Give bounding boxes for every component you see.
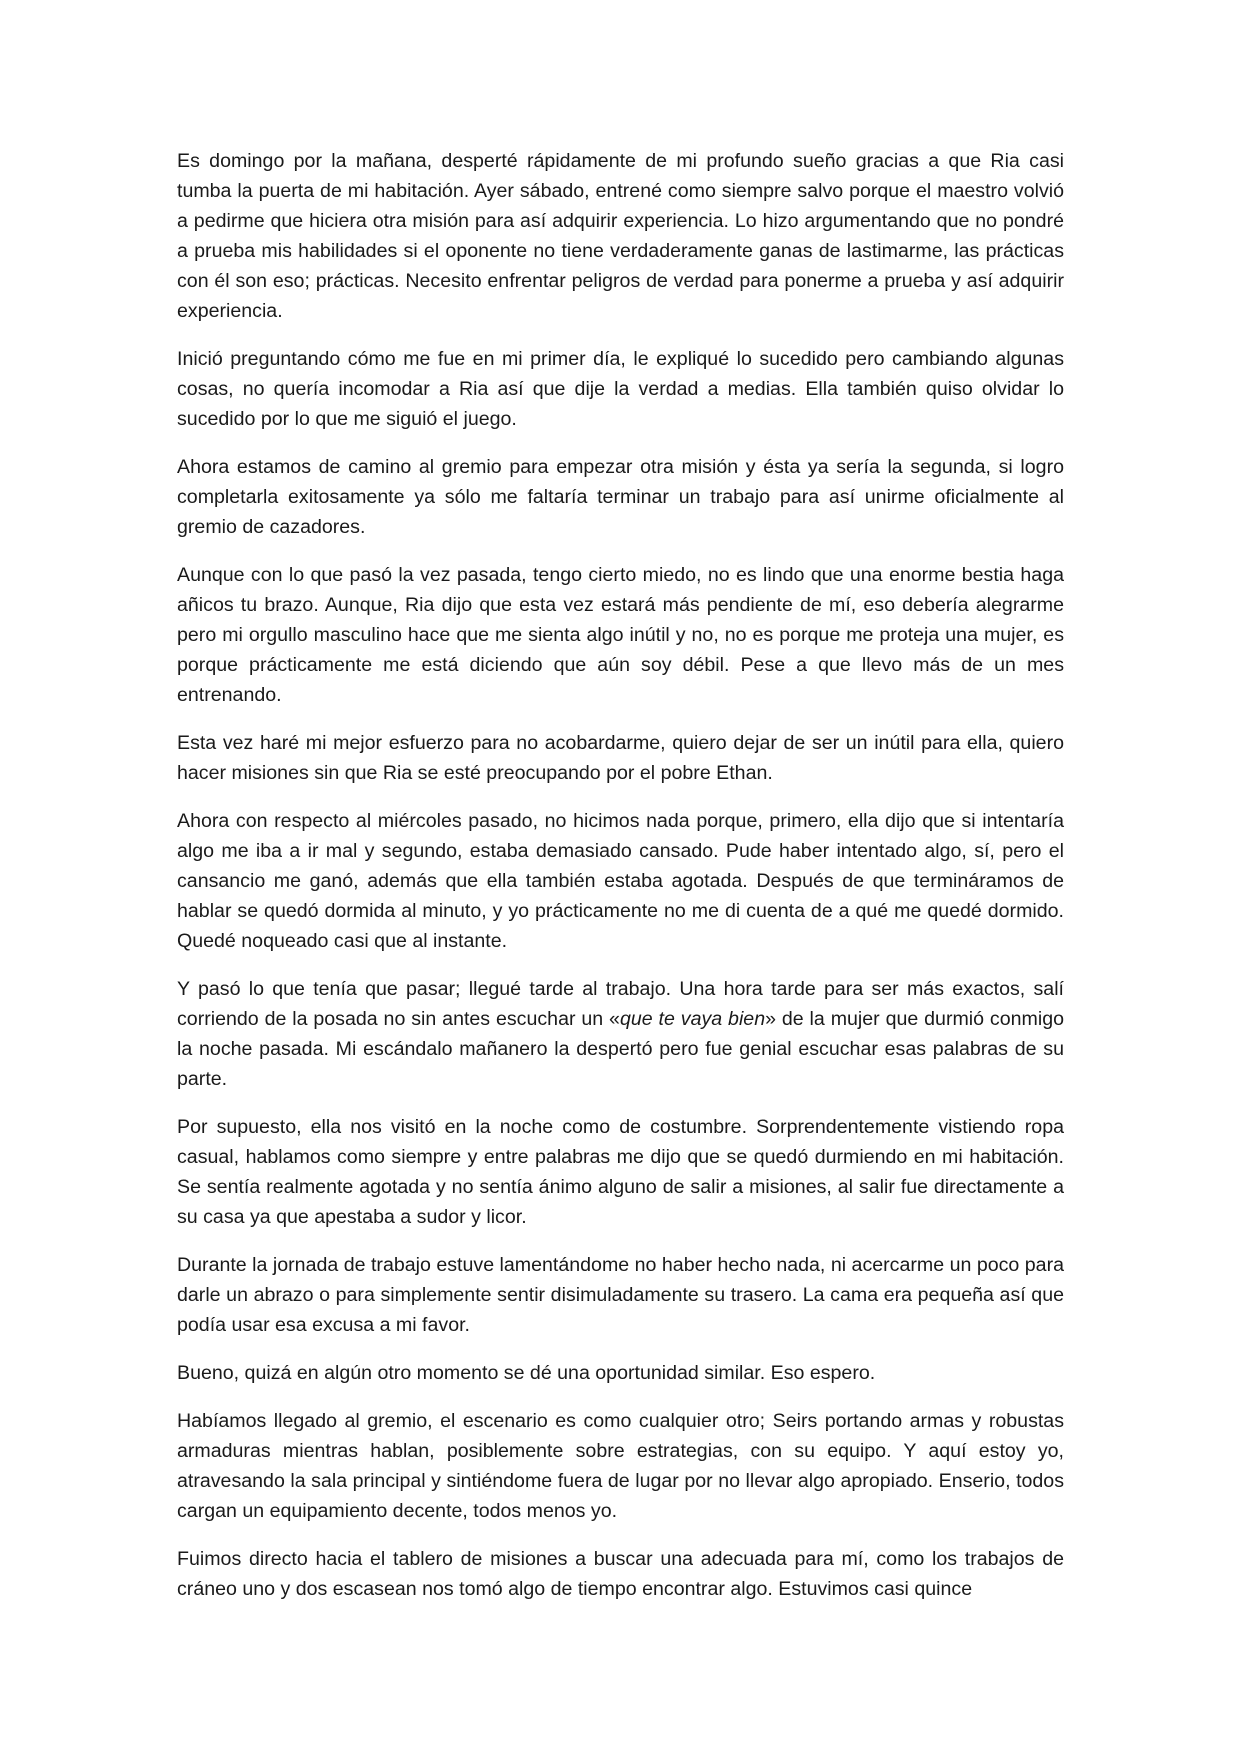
paragraph-12: Fuimos directo hacia el tablero de misiones a buscar una adecuada para mí, como los trabajos de cráneo uno y dos escasean nos tomó algo de tiempo encontrar algo. Estuvimos casi quince <box>177 1548 1064 1600</box>
paragraph-7-text-after: » de la mujer que durmió conmigo la noche pasada. Mi escándalo mañanero la despertó pero fue genial escuchar esas palabras de su parte. <box>177 1008 1064 1090</box>
paragraph-7-italic-quote: que te vaya bien <box>619 1008 766 1030</box>
paragraph-3: Ahora estamos de camino al gremio para empezar otra misión y ésta ya sería la segunda, si logro completarla exitosamente ya sólo me faltaría terminar un trabajo para así unirme oficialmente al gremio de cazadores. <box>177 456 1064 538</box>
paragraph-10: Bueno, quizá en algún otro momento se dé una oportunidad similar. Eso espero. <box>177 1362 876 1384</box>
document-page <box>177 146 1064 1622</box>
paragraph-8: Por supuesto, ella nos visitó en la noche como de costumbre. Sorprendentemente vistiendo ropa casual, hablamos como siempre y entre palabras me dijo que se quedó durmiendo en mi habitación. Se sentía realmente agotada y no sentía ánimo alguno de salir a misiones, al salir fue directamente a su casa ya que apestaba a sudor y licor. <box>177 1116 1064 1228</box>
paragraph-11: Habíamos llegado al gremio, el escenario es como cualquier otro; Seirs portando armas y robustas armaduras mientras hablan, posiblemente sobre estrategias, con su equipo. Y aquí estoy yo, atravesando la sala principal y sintiéndome fuera de lugar por no llevar algo apropiado. Enserio, todos cargan un equipamiento decente, todos menos yo. <box>177 1410 1064 1522</box>
paragraph-7-text-before: Y pasó lo que tenía que pasar; llegué tarde al trabajo. Una hora tarde para ser más exactos, salí corriendo de la posada no sin antes escuchar un « <box>177 978 1064 1030</box>
paragraph-2: Inició preguntando cómo me fue en mi primer día, le expliqué lo sucedido pero cambiando algunas cosas, no quería incomodar a Ria así que dije la verdad a medias. Ella también quiso olvidar lo sucedido por lo que me siguió el juego. <box>177 348 1064 430</box>
paragraph-1: Es domingo por la mañana, desperté rápidamente de mi profundo sueño gracias a que Ria casi tumba la puerta de mi habitación. Ayer sábado, entrené como siempre salvo porque el maestro volvió a pedirme que hiciera otra misión para así adquirir experiencia. Lo hizo argumentando que no pondré a prueba mis habilidades si el oponente no tiene verdaderamente ganas de lastimarme, las prácticas con él son eso; prácticas. Necesito enfrentar peligros de verdad para ponerme a prueba y así adquirir experiencia. <box>177 150 1064 322</box>
paragraph-4: Aunque con lo que pasó la vez pasada, tengo cierto miedo, no es lindo que una enorme bestia haga añicos tu brazo. Aunque, Ria dijo que esta vez estará más pendiente de mí, eso debería alegrarme pero mi orgullo masculino hace que me sienta algo inútil y no, no es porque me proteja una mujer, es porque prácticamente me está diciendo que aún soy débil. Pese a que llevo más de un mes entrenando. <box>177 564 1064 706</box>
paragraph-9: Durante la jornada de trabajo estuve lamentándome no haber hecho nada, ni acercarme un poco para darle un abrazo o para simplemente sentir disimuladamente su trasero. La cama era pequeña así que podía usar esa excusa a mi favor. <box>177 1254 1064 1336</box>
paragraph-5: Esta vez haré mi mejor esfuerzo para no acobardarme, quiero dejar de ser un inútil para ella, quiero hacer misiones sin que Ria se esté preocupando por el pobre Ethan. <box>177 732 1064 784</box>
paragraph-6: Ahora con respecto al miércoles pasado, no hicimos nada porque, primero, ella dijo que si intentaría algo me iba a ir mal y segundo, estaba demasiado cansado. Pude haber intentado algo, sí, pero el cansancio me ganó, además que ella también estaba agotada. Después de que termináramos de hablar se quedó dormida al minuto, y yo prácticamente no me di cuenta de a qué me quedé dormido. Quedé noqueado casi que al instante. <box>177 810 1064 952</box>
paragraph-7 <box>177 974 1064 1094</box>
